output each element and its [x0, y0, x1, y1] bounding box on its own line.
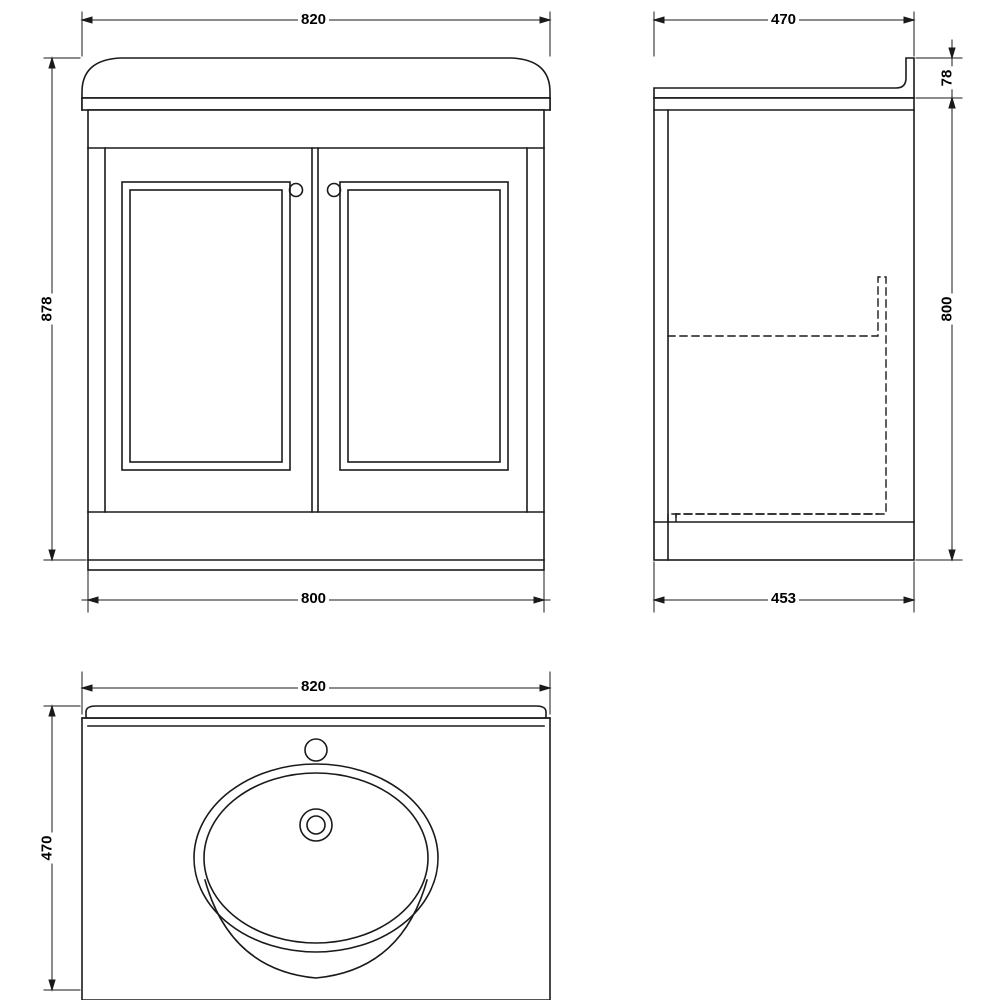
dim-label-plan-width: 820	[298, 679, 329, 695]
dim-label-side-depth-bottom: 453	[768, 591, 799, 607]
dim-label-front-width-top: 820	[298, 12, 329, 28]
dim-label-plan-depth: 470	[40, 832, 56, 863]
side-elevation-group	[654, 58, 914, 560]
front-elevation-group	[82, 58, 550, 570]
dim-label-side-basin-lip: 78	[939, 67, 955, 90]
dim-label-front-width-bottom: 800	[298, 591, 329, 607]
dim-label-side-height: 800	[940, 293, 956, 324]
dim-label-front-height: 878	[40, 293, 56, 324]
plan-view-group	[82, 706, 550, 1000]
side-dim-800	[916, 98, 962, 560]
dim-label-side-depth-top: 470	[768, 12, 799, 28]
